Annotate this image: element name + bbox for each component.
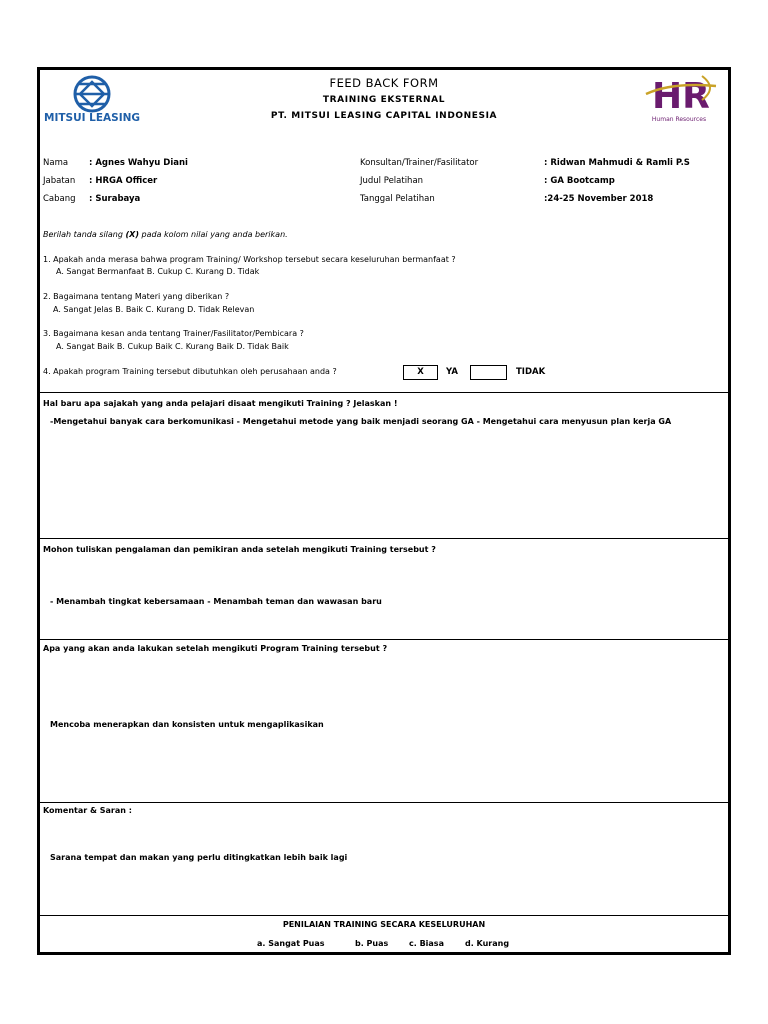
question-3: 3. Bagaimana kesan anda tentang Trainer/Fasilitator/Pembicara ? [43,329,304,338]
divider-5 [39,915,729,916]
cabang-label: Cabang [43,194,76,204]
section-4-answer[interactable]: Sarana tempat dan makan yang perlu ditingkatkan lebih baik lagi [50,853,348,862]
section-3-answer[interactable]: Mencoba menerapkan dan konsisten untuk mengaplikasikan [50,720,324,729]
question-4: 4. Apakah program Training tersebut dibutuhkan oleh perusahaan anda ? [43,367,337,376]
question-2-options: A. Sangat Jelas B. Baik C. Kurang D. Tidak Relevan [53,305,255,314]
question-3-options: A. Sangat Baik B. Cukup Baik C. Kurang Baik D. Tidak Baik [56,342,289,351]
instruction-after: pada kolom nilai yang anda berikan. [138,230,288,239]
form-title: FEED BACK FORM [329,76,439,90]
question-2: 2. Bagaimana tentang Materi yang diberikan ? [43,292,230,301]
divider-4 [39,802,729,803]
jabatan-label: Jabatan [43,176,76,186]
form-subtitle: TRAINING EKSTERNAL [322,95,446,105]
penilaian-title: PENILAIAN TRAINING SECARA KESELURUHAN [282,920,486,929]
divider-3 [39,639,729,640]
judul-label: Judul Pelatihan [360,176,424,186]
section-2-answer[interactable]: - Menambah tingkat kebersamaan - Menambah teman dan wawasan baru [50,597,382,606]
instruction [43,230,288,239]
konsultan-label: Konsultan/Trainer/Fasilitator [360,158,479,168]
hr-logo-mark: HR [652,76,710,116]
hr-logo-text: Human Resources [651,116,707,123]
section-4-title: Komentar & Saran : [43,806,132,815]
jabatan-value: : HRGA Officer [89,176,158,186]
divider-1 [39,392,729,393]
instruction-mark: (X) [125,230,139,239]
company-name: PT. MITSUI LEASING CAPITAL INDONESIA [270,111,498,121]
section-2-title: Mohon tuliskan pengalaman dan pemikiran anda setelah mengikuti Training tersebut ? [43,545,436,554]
section-3-title: Apa yang akan anda lakukan setelah mengikuti Program Training tersebut ? [43,644,388,653]
section-1-answer[interactable]: -Mengetahui banyak cara berkomunikasi - Mengetahui metode yang baik menjadi seorang GA - Mengetahui cara menyusun plan kerja GA [50,417,672,426]
tidak-label: TIDAK [516,367,546,377]
nama-label: Nama [43,158,69,168]
ya-label: YA [446,367,458,377]
tanggal-label: Tanggal Pelatihan [360,194,435,204]
nama-value: : Agnes Wahyu Diani [89,158,188,168]
instruction-before: Berilah tanda silang [43,230,126,239]
cabang-value: : Surabaya [89,194,141,204]
penilaian-option-c[interactable]: c. Biasa [409,939,444,948]
penilaian-option-b[interactable]: b. Puas [355,939,389,948]
tanggal-value: :24-25 November 2018 [544,194,654,204]
tidak-checkbox[interactable] [470,365,507,380]
divider-2 [39,538,729,539]
mitsui-logo-text: MITSUI LEASING [44,112,141,124]
question-1: 1. Apakah anda merasa bahwa program Training/ Workshop tersebut secara keseluruhan bermanfaat ? [43,255,456,264]
judul-value: : GA Bootcamp [544,176,615,186]
penilaian-option-a[interactable]: a. Sangat Puas [257,939,325,948]
penilaian-option-d[interactable]: d. Kurang [465,939,510,948]
ya-checkbox[interactable]: X [403,365,438,380]
konsultan-value: : Ridwan Mahmudi & Ramli P.S [544,158,690,168]
section-1-title: Hal baru apa sajakah yang anda pelajari disaat mengikuti Training ? Jelaskan ! [43,399,398,408]
question-1-options: A. Sangat Bermanfaat B. Cukup C. Kurang D. Tidak [56,267,260,276]
